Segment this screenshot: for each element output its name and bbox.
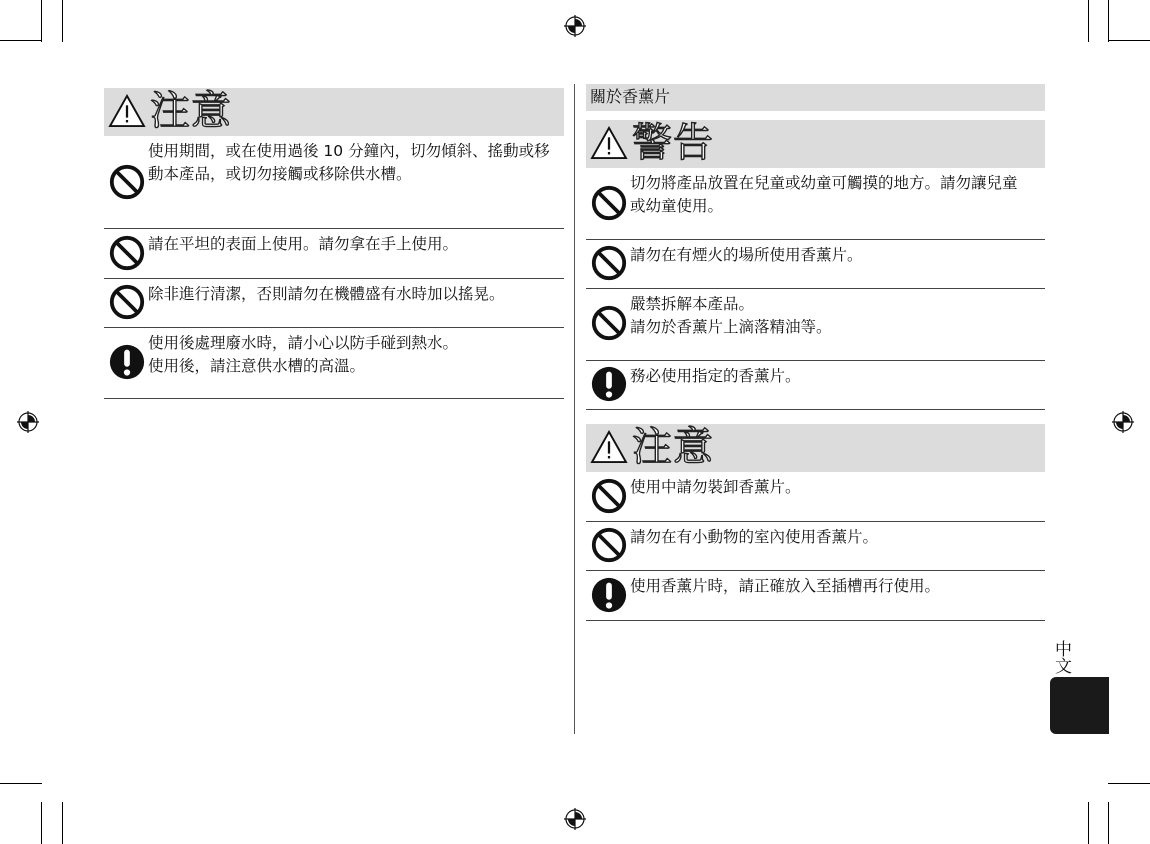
- text-line: 嚴禁拆解本產品。: [630, 295, 755, 313]
- mandatory-icon: [108, 343, 146, 381]
- caution-item: [104, 136, 564, 228]
- caution-title: 注意: [632, 424, 714, 470]
- text-line: 動本產品，或切勿接觸或移除供水槽。: [148, 165, 412, 183]
- warning-item-text: [630, 293, 832, 339]
- text-line: 請勿在有小動物的室內使用香薰片。: [630, 528, 879, 546]
- divider: [586, 409, 1045, 410]
- prohibited-icon: [108, 163, 146, 201]
- caution-item: [586, 522, 1045, 570]
- caution-item: [104, 279, 564, 327]
- registration-mark-icon: [17, 411, 39, 433]
- language-label: 中文: [1051, 640, 1071, 674]
- prohibited-icon: [590, 244, 628, 282]
- warning-header: [586, 120, 1045, 168]
- caution-item: [586, 571, 1045, 620]
- mandatory-icon: [590, 576, 628, 614]
- caution-item-text: [148, 233, 458, 256]
- prohibited-icon: [590, 526, 628, 564]
- prohibited-icon: [108, 234, 146, 272]
- registration-mark-icon: [564, 808, 586, 830]
- caution-item: [586, 472, 1045, 521]
- text-line: 使用後處理廢水時，請小心以防手碰到熱水。: [148, 334, 459, 352]
- subheading-text: 關於香薰片: [590, 87, 671, 106]
- warning-triangle-icon: [590, 430, 628, 464]
- caution-item: [104, 328, 564, 398]
- registration-mark-icon: [564, 15, 586, 37]
- caution-item-text: [148, 332, 458, 378]
- prohibited-icon: [590, 304, 628, 342]
- divider: [104, 398, 564, 399]
- warning-item-text: [630, 172, 1018, 218]
- subheading: [586, 84, 1045, 111]
- prohibited-icon: [108, 283, 146, 321]
- text-line: 請勿在有煙火的場所使用香薰片。: [630, 246, 863, 264]
- caution-item-text: [148, 140, 550, 186]
- caution-item-text: [630, 526, 878, 549]
- caution-item: [104, 229, 564, 278]
- text-line: 請勿於香薰片上滴落精油等。: [630, 318, 832, 336]
- text-line: 除非進行清潔，否則請勿在機體盛有水時加以搖晃。: [148, 285, 505, 303]
- warning-triangle-icon: [108, 94, 146, 128]
- divider: [586, 620, 1045, 621]
- warning-item: [586, 361, 1045, 409]
- warning-item: [586, 240, 1045, 288]
- text-line: 請在平坦的表面上使用。請勿拿在手上使用。: [148, 235, 459, 253]
- column-divider: [574, 84, 575, 734]
- registration-mark-icon: [1112, 411, 1134, 433]
- warning-triangle-icon: [590, 126, 628, 160]
- warning-item-text: [630, 365, 801, 388]
- caution-header: [586, 424, 1045, 472]
- prohibited-icon: [590, 184, 628, 222]
- text-line: 務必使用指定的香薰片。: [630, 367, 801, 385]
- caution-item-text: [148, 283, 505, 306]
- text-line: 使用後，請注意供水槽的高溫。: [148, 357, 366, 375]
- text-line: 使用中請勿裝卸香薰片。: [630, 478, 801, 496]
- language-tab: [1050, 677, 1109, 734]
- text-line: 使用期間，或在使用過後 10 分鐘內，切勿傾斜、搖動或移: [148, 142, 550, 160]
- text-line: 或幼童使用。: [630, 197, 724, 215]
- warning-item: [586, 168, 1045, 239]
- warning-title: 警告: [632, 120, 714, 166]
- prohibited-icon: [590, 477, 628, 515]
- text-line: 切勿將產品放置在兒童或幼童可觸摸的地方。請勿讓兒童: [630, 174, 1018, 192]
- caution-header: [104, 88, 564, 136]
- warning-item: [586, 289, 1045, 360]
- warning-item-text: [630, 244, 863, 267]
- caution-item-text: [630, 476, 801, 499]
- mandatory-icon: [590, 365, 628, 403]
- text-line: 使用香薰片時，請正確放入至插槽再行使用。: [630, 577, 941, 595]
- caution-title: 注意: [150, 88, 232, 134]
- caution-item-text: [630, 575, 940, 598]
